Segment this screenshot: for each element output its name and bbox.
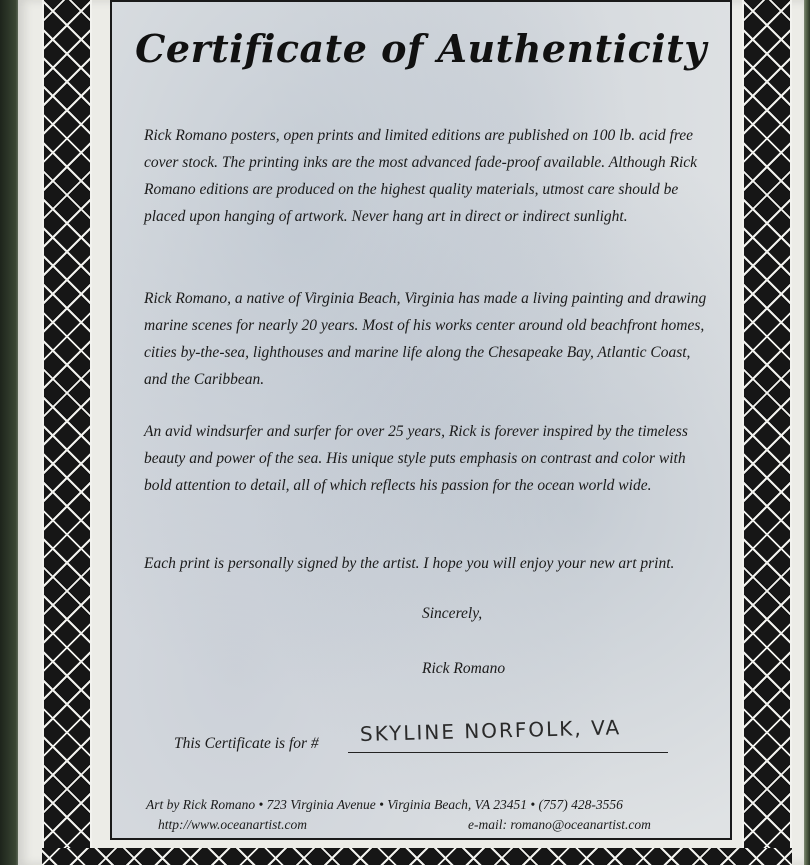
paragraph-signature-note: Each print is personally signed by the artist. I hope you will enjoy your new art print. [144, 555, 675, 572]
closing-text: Sincerely, [422, 605, 483, 622]
certificate-for-label: This Certificate is for # [174, 735, 319, 752]
certificate-panel [110, 0, 732, 840]
paragraph-inspiration: An avid windsurfer and surfer for over 25 years, Rick is forever inspired by the timeless beauty and power of the sea. His unique style puts emphasis on contrast and color with bold attention to detail, all of which reflects his passion for the ocean world wide. [144, 423, 688, 494]
signer-name: Rick Romano [422, 660, 506, 677]
decorative-border-left [42, 0, 92, 865]
certificate-for-line [348, 752, 668, 753]
footer-address: Art by Rick Romano • 723 Virginia Avenue • Virginia Beach, VA 23451 • (757) 428-3556 [146, 797, 623, 812]
paragraph-artist-bio: Rick Romano, a native of Virginia Beach, Virginia has made a living painting and drawing marine scenes for nearly 20 years. Most of his works center around old beachfront homes, cities by-the-sea, lighthouses and marine life along the Chesapeake Bay, Atlantic Coast, and the Caribbean. [144, 290, 707, 388]
decorative-border-bottom [42, 848, 792, 865]
decorative-border-right [742, 0, 792, 865]
certificate-title: Certificate of Authenticity [135, 26, 707, 71]
certificate-for-handwritten-value: SKYLINE NORFOLK, VA [359, 715, 622, 746]
footer-email: e-mail: romano@oceanartist.com [468, 817, 651, 832]
footer-website: http://www.oceanartist.com [158, 817, 307, 832]
paragraph-materials: Rick Romano posters, open prints and limited editions are published on 100 lb. acid free cover stock. The printing inks are the most advanced fade-proof available. Although Rick Romano editions are produced on the highest quality materials, utmost care should be placed upon hanging of artwork. Never hang art in direct or indirect sunlight. [144, 127, 698, 225]
